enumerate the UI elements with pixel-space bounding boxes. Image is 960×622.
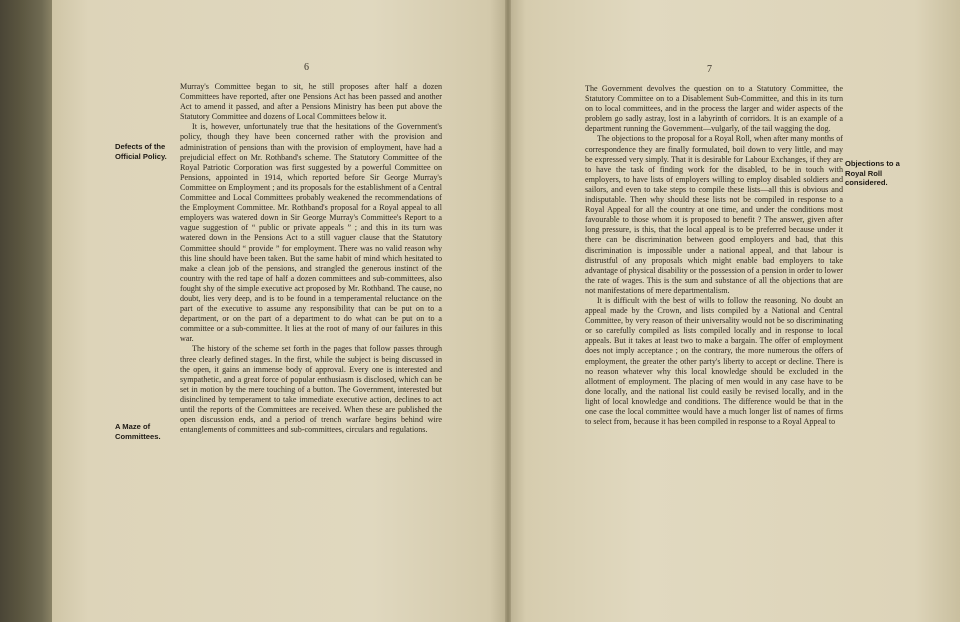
paragraph: The Government devolves the question on to a Statutory Committee, the Statutory Committee on to a Disablement Sub-Committee, and this in its turn on to local committees, and in the process the larger and wider aspects of the problem go sadly astray, lost in a labyrinth of corridors. It is an example of a department running the Government—vulgarly, of the tail wagging the dog.: [585, 84, 843, 134]
right-page-number: 7: [707, 64, 712, 75]
sidenote-defects-official-policy: Defects of the Official Policy.: [115, 142, 167, 161]
paragraph: The objections to the proposal for a Royal Roll, when after many months of correspondence they are finally formulated, boil down to very little, and may be expressed very simply. That it is desirable for Labour Exchanges, if they are to have the task of finding work for the disabled, to be in touch with employers, to have lists of employers willing to employ disabled soldiers and sailors, and even to take steps to compile these lists—all this is obvious and indisputable. Then why should these lists not be compiled in response to a Royal Appeal for all the country at one time, and under the conditions most favourable to those whom it is proposed to benefit ? The answer, given after long pressure, is this, that the local appeal is to be preferred because under it there can be discrimination between good employers and bad, that this discrimination is impossible under a national appeal, and that labour is distrustful of any proposals which might enable bad employers to take advantage of physical disability or the possession of a pension in order to lower the rate of wages. This is the sum and substance of all the objections that are not manifestations of mere departmentalism.: [585, 134, 843, 295]
paragraph: It is difficult with the best of wills to follow the reasoning. No doubt an appeal made by the Crown, and lists compiled by a National and Central Committee, by very reason of their universality would not be so discriminating or so carefully compiled as lists compiled locally and in response to local appeals. But it takes at least two to make a bargain. The offer of employment does not imply acceptance ; on the contrary, the more numerous the offers of employment, the greater the other party's liberty to accept or decline. There is no reason whatever why this local knowledge should be excluded in the allotment of employment. The placing of men would in any case have to be done locally, and the national list could easily be revised locally, and in the light of local knowledge and conditions. The difference would be that in the one case the local committee would have a much longer list of names of firms to select from, because it has been compiled in response to a Royal Appeal to: [585, 295, 843, 427]
sidenote-maze-of-committees: A Maze of Committees.: [115, 422, 161, 441]
sidenote-objections-royal-roll: Objections to a Royal Roll considered.: [845, 159, 900, 187]
scanner-edge: [0, 0, 52, 622]
paragraph: The history of the scheme set forth in the pages that follow passes through three clearly defined stages. In the first, while the subject is being discussed in the open, it gains an immense body of approval. Every one is interested and sympathetic, and a great force of popular enthusiasm is disclosed, which can be set in motion by the mere touching of a button. The Government, interested but disinclined by temperament to take immediate executive action, declines to act until the reports of the Committees are received. When these are published the open discussion ends, and a period of trench warfare begins behind wire entanglements of committees and sub-committees, circulars and regulations.: [180, 344, 442, 435]
book-gutter: [505, 0, 511, 622]
left-page-number: 6: [304, 62, 309, 73]
paragraph: It is, however, unfortunately true that the hesitations of the Government's policy, though they have been concerned rather with the provision and administration of pensions than with the provision of employment, have had a prejudicial effect on Mr. Rothband's scheme. The Statutory Committee of the Royal Patriotic Corporation was first suggested by a powerful Committee on Pensions, appointed in 1914, which reported before Sir George Murray's Committee on Employment ; and its proposals for the establishment of a Central Committee and Local Committees probably weakened the recommendations of the Employment Committee. Mr. Rothband's proposal for a Royal appeal to all employers was watered down in Sir George Murray's Committee's Report to a vague suggestion of “ public or private appeals ” ; and this in its turn was watered down in the Pensions Act to a still vaguer clause that the Statutory Committee should “ provide ” for employment. There was no valid reason why this line should have been taken. But the same habit of mind which hesitated to make a clean job of the pensions, and strangled the generous instinct of the country with the red tape of half a dozen committees and sub-committees, also fought shy of the simple executive act proposed by Mr. Rothband. The cause, no doubt, lies very deep, and is to be found in a temperamental reluctance on the part of the executive to assume any responsibility that can be put on to a department, or on the part of a department to do what can be put on to a committee or a sub-committee. It lies at the root of many of our failures in this war.: [180, 122, 442, 344]
right-page-body: [585, 84, 843, 427]
left-page-body: [180, 82, 442, 435]
paragraph: Murray's Committee began to sit, he still proposes after half a dozen Committees have reported, after one Pensions Act has been passed and another Act to amend it passed, and after a Pensions Ministry has been put above the Statutory Committee and dozens of Local Committees below it.: [180, 82, 442, 122]
